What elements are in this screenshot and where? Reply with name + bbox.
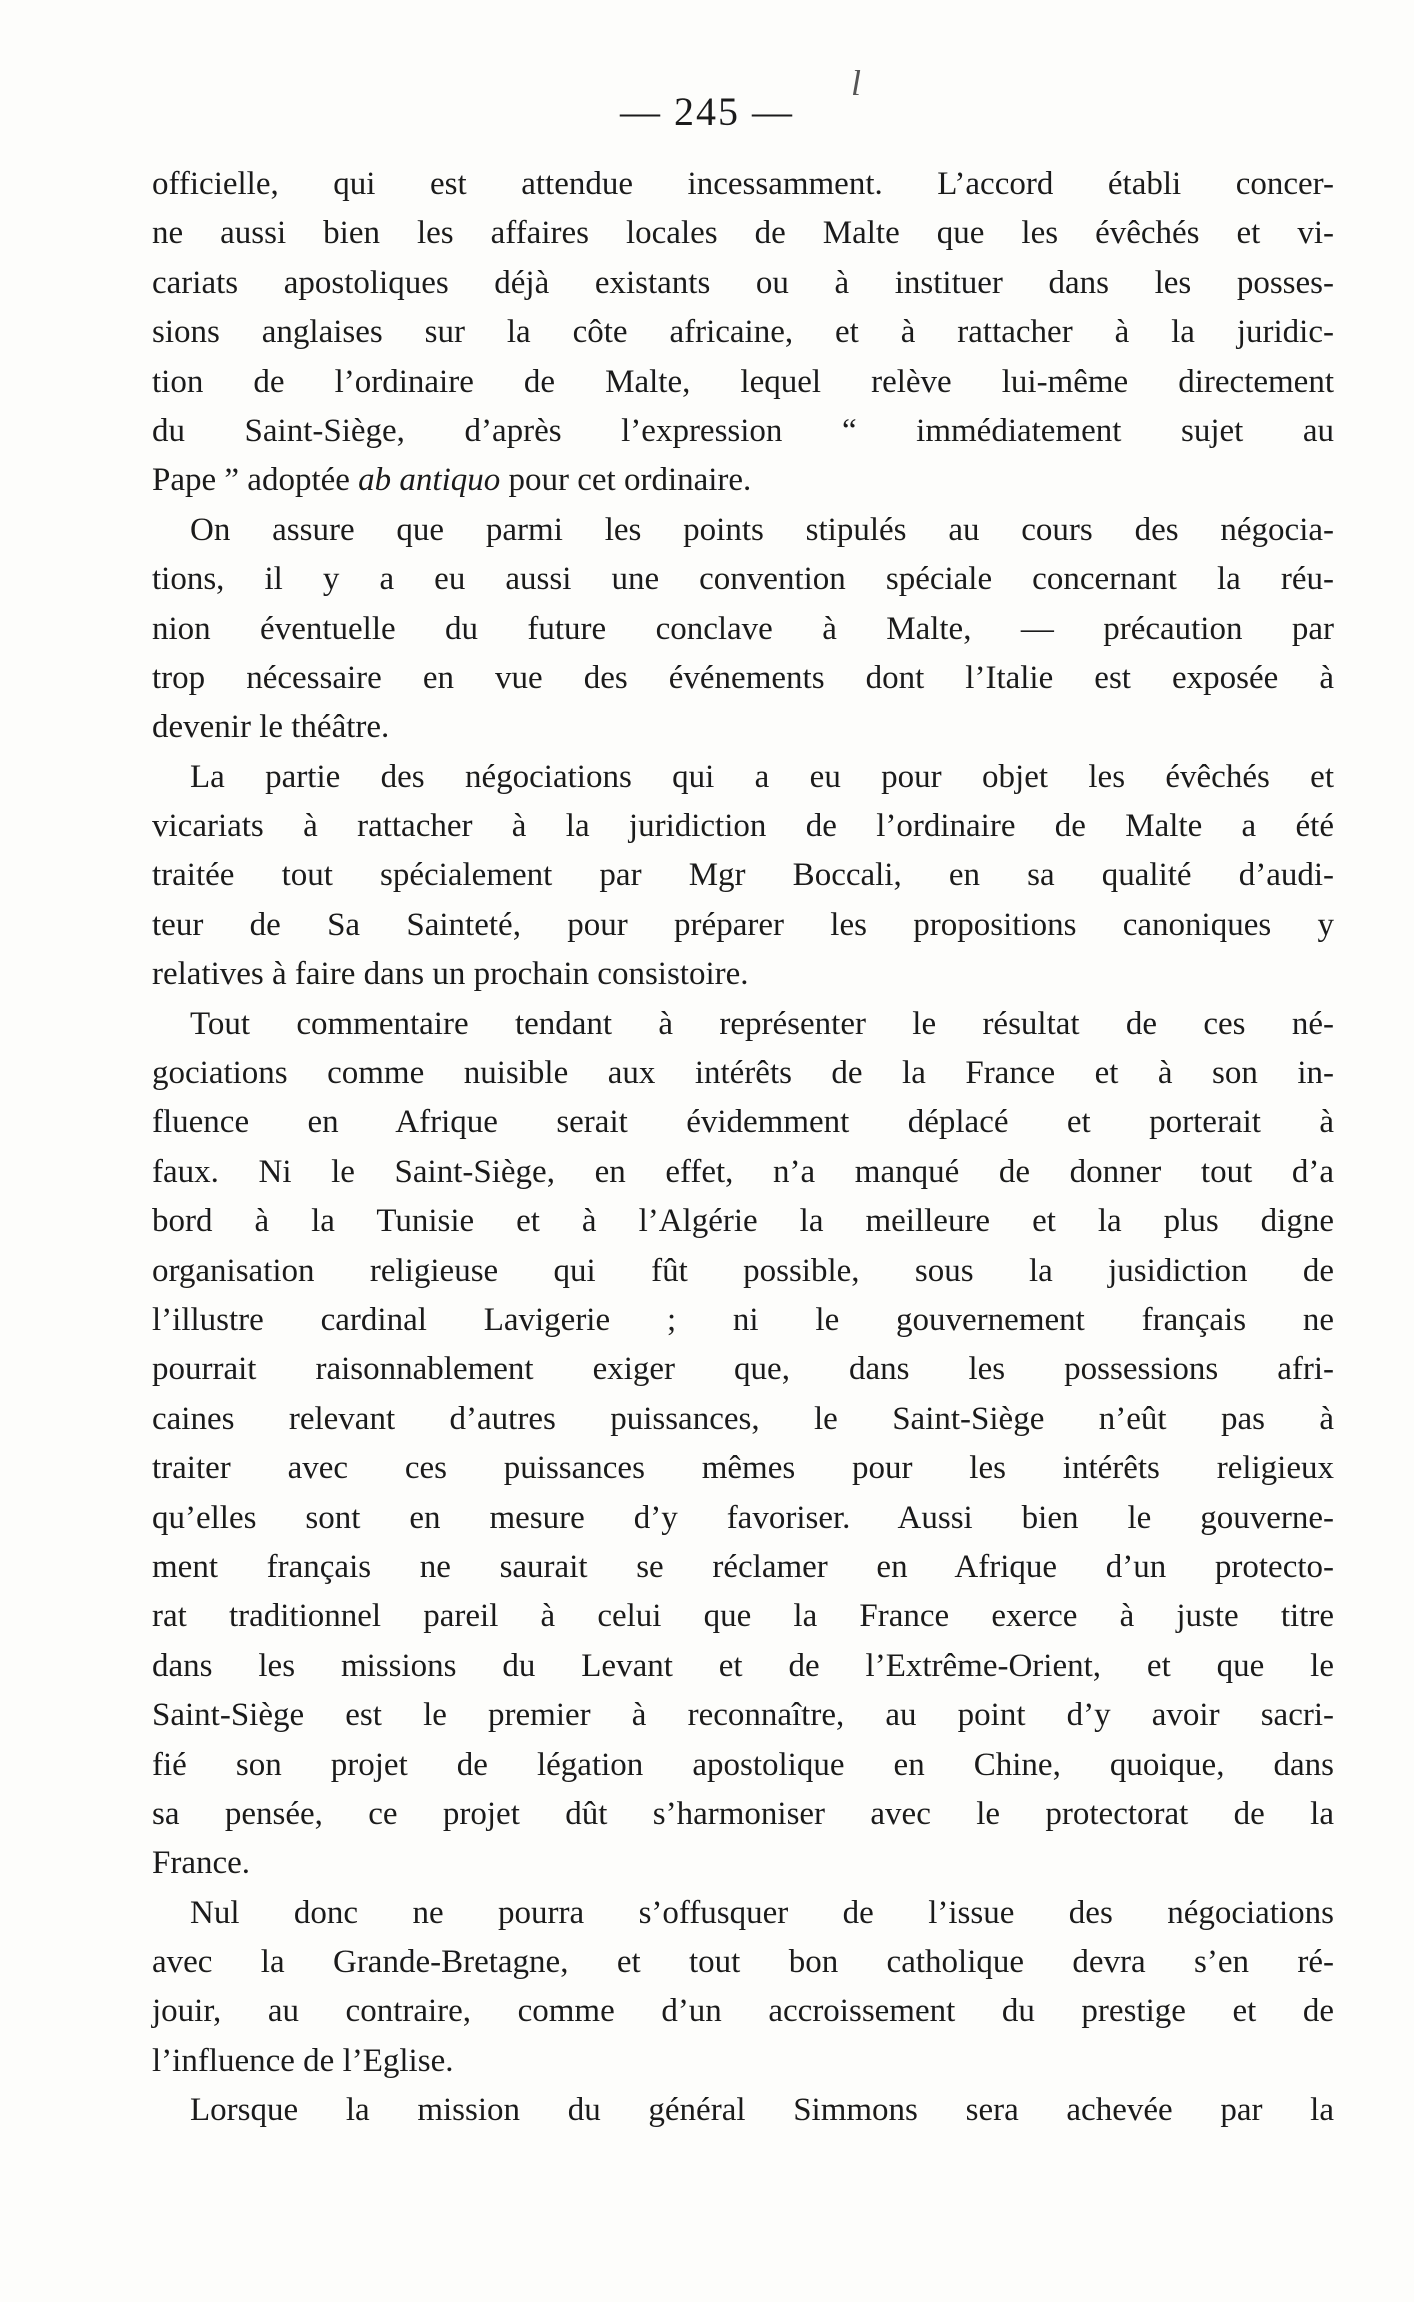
stray-pen-mark: l	[851, 63, 862, 103]
text-line: traitée tout spécialement par Mgr Boccali, en sa qualité d’audi-	[152, 857, 1334, 894]
text-line: teur de Sa Sainteté, pour préparer les propositions canoniques y	[152, 906, 1334, 943]
text-line: sions anglaises sur la côte africaine, et à rattacher à la juridic-	[152, 314, 1334, 351]
text-line: France.	[152, 1845, 251, 1882]
text-segment: Pape ” adoptée	[152, 462, 359, 499]
body-text	[152, 160, 1334, 2136]
text-line: Tout commentaire tendant à représenter le résultat de ces né-	[190, 1005, 1334, 1042]
text-line: tion de l’ordinaire de Malte, lequel relève lui-même directement	[152, 363, 1334, 400]
text-line: ne aussi bien les affaires locales de Malte que les évêchés et vi-	[152, 215, 1334, 252]
text-line: On assure que parmi les points stipulés au cours des négocia-	[190, 511, 1334, 548]
text-line: officielle, qui est attendue incessamment. L’accord établi concer-	[152, 166, 1334, 202]
text-line: rat traditionnel pareil à celui que la France exerce à juste titre	[152, 1598, 1334, 1635]
text-line: fié son projet de légation apostolique en Chine, quoique, dans	[152, 1746, 1334, 1783]
text-line: ment français ne saurait se réclamer en Afrique d’un protecto-	[152, 1548, 1334, 1585]
text-line: l’illustre cardinal Lavigerie ; ni le gouvernement français ne	[152, 1301, 1334, 1338]
text-line: La partie des négociations qui a eu pour objet les évêchés et	[190, 758, 1334, 795]
text-line: dans les missions du Levant et de l’Extrême-Orient, et que le	[152, 1647, 1334, 1684]
text-segment: pour cet ordinaire.	[500, 462, 752, 499]
text-line: bord à la Tunisie et à l’Algérie la meilleure et la plus digne	[152, 1203, 1334, 1240]
text-line: cariats apostoliques déjà existants ou à instituer dans les posses-	[152, 264, 1334, 301]
text-line: du Saint-Siège, d’après l’expression “ immédiatement sujet au	[152, 412, 1334, 449]
text-line: jouir, au contraire, comme d’un accroissement du prestige et de	[152, 1993, 1334, 2030]
text-line: trop nécessaire en vue des événements dont l’Italie est exposée à	[152, 659, 1334, 696]
text-line: Nul donc ne pourra s’offusquer de l’issue des négociations	[190, 1894, 1334, 1931]
text-line	[152, 456, 1334, 505]
text-line: Lorsque la mission du général Simmons sera achevée par la	[190, 2092, 1334, 2129]
text-line: devenir le théâtre.	[152, 709, 390, 746]
text-line: qu’elles sont en mesure d’y favoriser. Aussi bien le gouverne-	[152, 1499, 1334, 1536]
text-line: relatives à faire dans un prochain consistoire.	[152, 956, 749, 993]
text-line: caines relevant d’autres puissances, le Saint-Siège n’eût pas à	[152, 1400, 1334, 1437]
latin-phrase: ab antiquo	[358, 462, 501, 499]
text-line: tions, il y a eu aussi une convention spéciale concernant la réu-	[152, 561, 1334, 598]
text-line: avec la Grande-Bretagne, et tout bon catholique devra s’en ré-	[152, 1944, 1334, 1981]
text-line: faux. Ni le Saint-Siège, en effet, n’a manqué de donner tout d’a	[152, 1153, 1334, 1190]
text-line: Saint-Siège est le premier à reconnaître, au point d’y avoir sacri-	[152, 1697, 1334, 1734]
page-number: — 245 —	[620, 89, 794, 134]
text-line: vicariats à rattacher à la juridiction de l’ordinaire de Malte a été	[152, 808, 1334, 845]
text-line: sa pensée, ce projet dût s’harmoniser avec le protectorat de la	[152, 1795, 1334, 1832]
text-line: gociations comme nuisible aux intérêts de la France et à son in-	[152, 1055, 1334, 1092]
text-line: fluence en Afrique serait évidemment déplacé et porterait à	[152, 1104, 1334, 1141]
text-line: organisation religieuse qui fût possible, sous la jusidiction de	[152, 1252, 1334, 1289]
text-line: pourrait raisonnablement exiger que, dans les possessions afri-	[152, 1351, 1334, 1388]
text-line: l’influence de l’Eglise.	[152, 2042, 454, 2079]
text-line: traiter avec ces puissances mêmes pour les intérêts religieux	[152, 1450, 1334, 1487]
text-line: nion éventuelle du future conclave à Malte, — précaution par	[152, 610, 1334, 647]
